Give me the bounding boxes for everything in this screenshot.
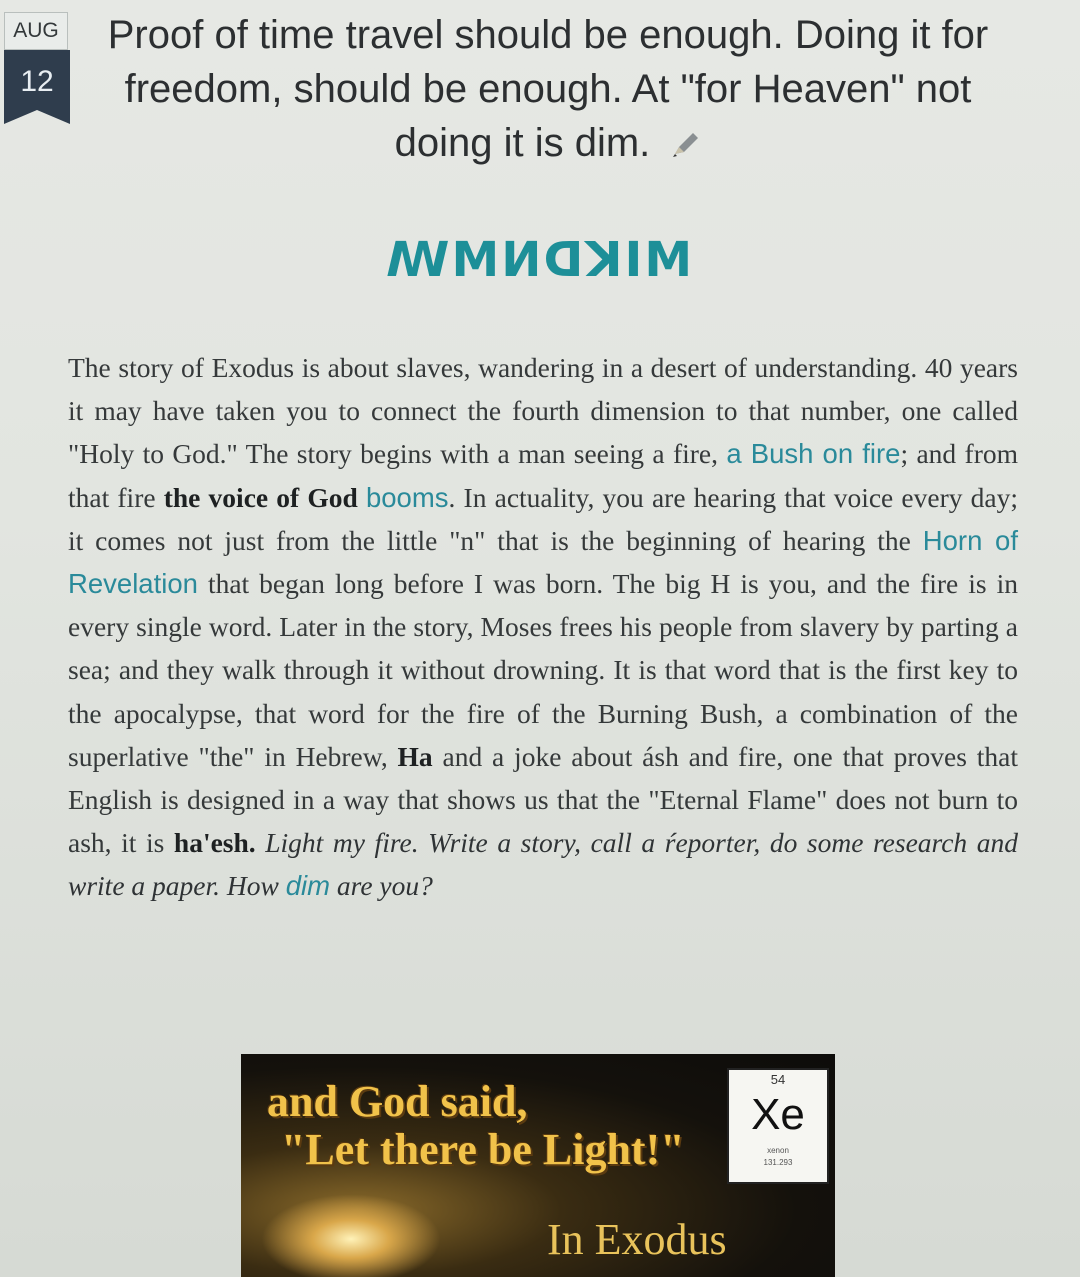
- element-mass: 131.293: [763, 1158, 793, 1167]
- banner-line-1: and God said,: [267, 1077, 528, 1126]
- periodic-element-tile: [727, 1068, 829, 1184]
- link-dim[interactable]: dim: [285, 870, 331, 902]
- element-symbol: Xe: [751, 1090, 805, 1139]
- article-text: . In actuality, you are hearing that voice every day; it comes not just from the little "n" that is the beginning of hearing the: [68, 481, 1018, 556]
- article-text: ; and from that fire: [68, 438, 1018, 513]
- article-text: and a joke about ásh and fire, one that proves that English is designed in a way that shows us that the "Eternal Flame" does not burn to ash, it is: [68, 740, 1019, 859]
- date-day: 12: [4, 50, 70, 110]
- bold-haesh: ha'esh.: [173, 827, 256, 859]
- bold-ha: Ha: [397, 740, 433, 772]
- article-text: that began long before I was born. The big H is you, and the fire is in every single word. Later in the story, Moses frees his people from slavery by parting a sea; and they walk through it without drowning. It is that word that is the first key to the apocalypse, that word for the fire of the Burning Bush, a combination of the superlative "the" in Hebrew,: [68, 568, 1018, 772]
- blog-logo[interactable]: ꟿMИꓷꓘIM: [385, 232, 695, 288]
- banner-image: [241, 1054, 835, 1277]
- bold-voice-of-god: the voice of God: [163, 481, 358, 513]
- article-text: The story of Exodus is about slaves, wandering in a desert of understanding. 40 years it may have taken you to connect the fourth dimension to that number, one called "Holy to God." The story begins with a man seeing a fire,: [68, 352, 1018, 470]
- edit-pencil-icon[interactable]: [671, 118, 701, 172]
- date-month: AUG: [4, 12, 68, 50]
- post-title-text: Proof of time travel should be enough. Doing it for freedom, should be enough. At "for Heaven" not doing it is dim.: [107, 13, 989, 165]
- banner-line-2: "Let there be Light!": [281, 1125, 685, 1174]
- element-number: 54: [770, 1072, 786, 1087]
- link-bush-on-fire[interactable]: a Bush on fire: [726, 438, 901, 470]
- italic-text: are you?: [330, 870, 433, 902]
- sunrise-glow: [261, 1194, 441, 1277]
- link-booms[interactable]: booms: [365, 481, 449, 513]
- date-badge: [0, 12, 76, 124]
- link-horn-of-revelation[interactable]: Horn of Revelation: [68, 524, 1018, 600]
- post-title: [88, 8, 1008, 172]
- article-body: [68, 346, 1018, 908]
- element-name: xenon: [767, 1146, 789, 1155]
- article-text: [358, 482, 366, 513]
- italic-text: Light my fire. Write a story, call a ŕeporter, do some research and write a paper. How: [68, 827, 1019, 902]
- banner-caption: In Exodus: [547, 1215, 727, 1264]
- date-ribbon: [4, 110, 70, 124]
